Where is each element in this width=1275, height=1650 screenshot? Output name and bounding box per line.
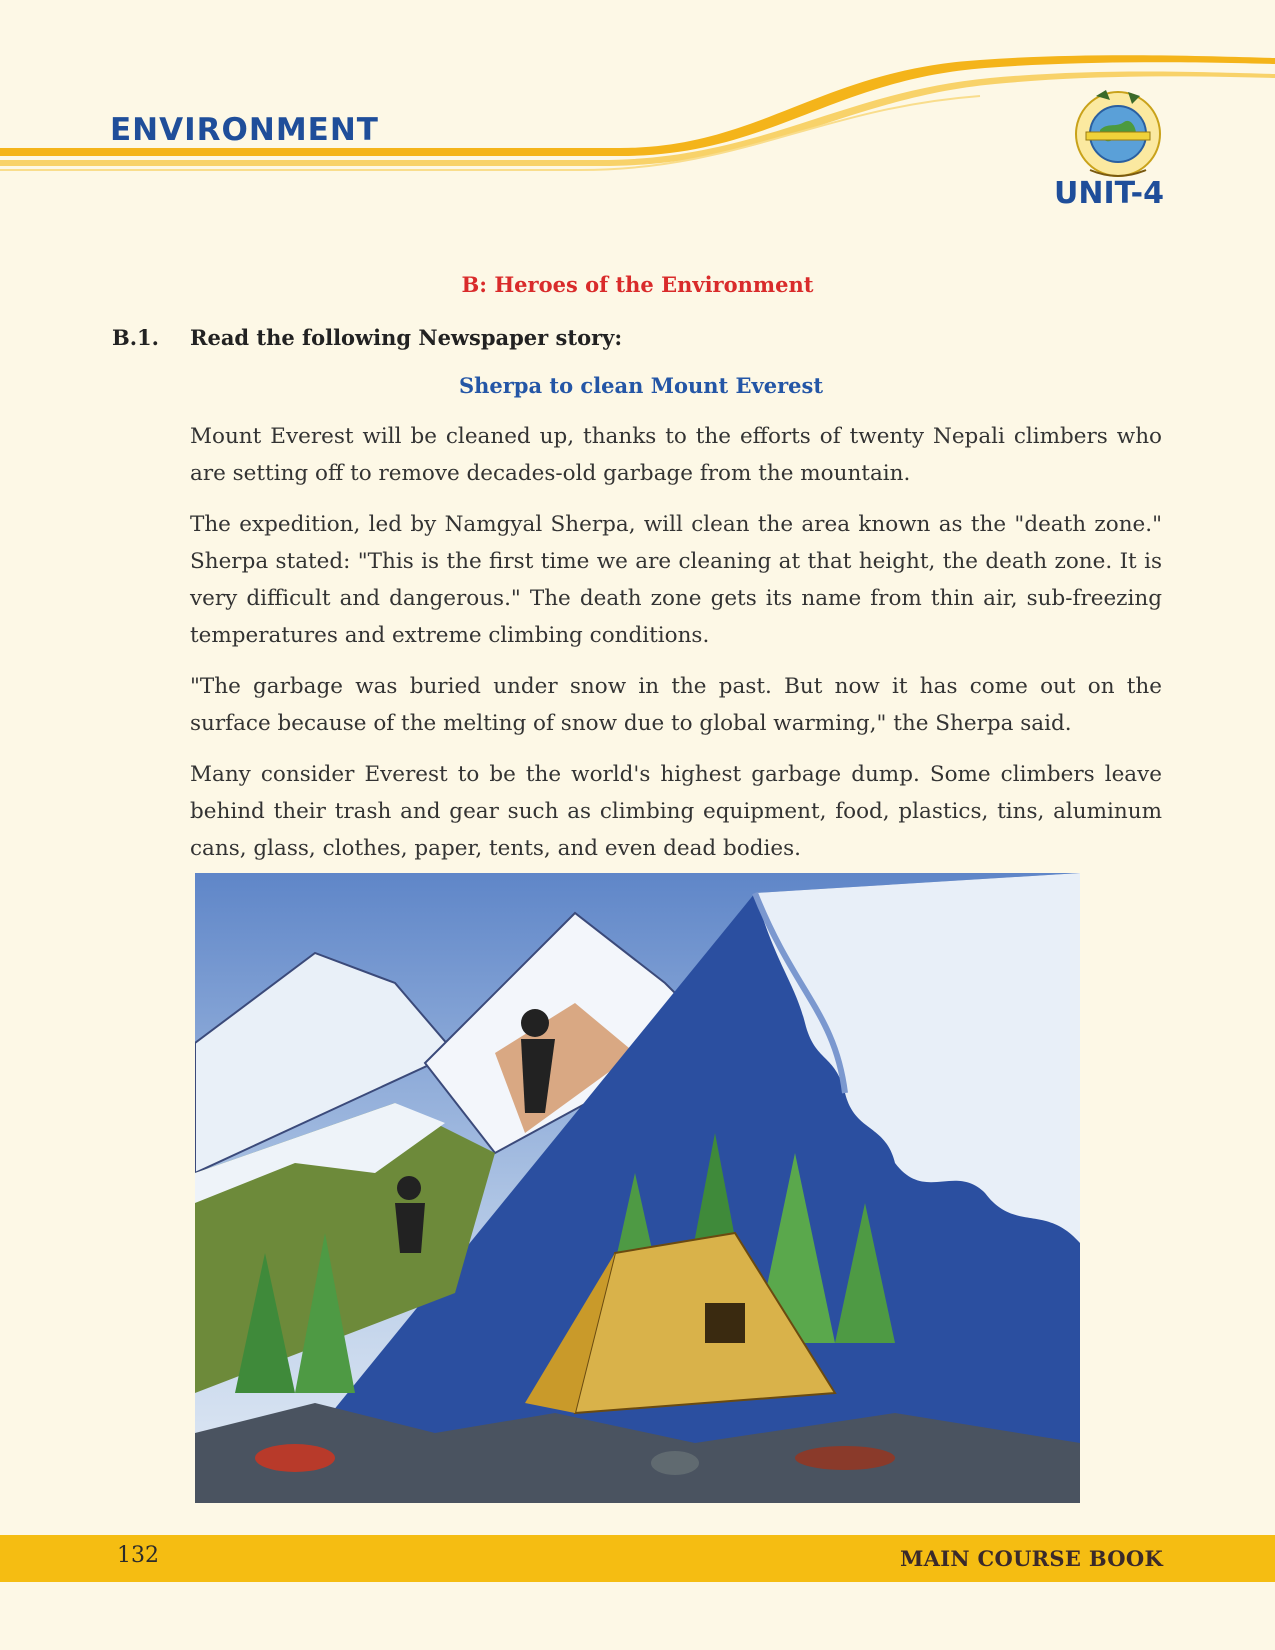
everest-illustration: [195, 873, 1080, 1503]
unit-emblem-logo: [1066, 82, 1170, 186]
story-paragraph: "The garbage was buried under snow in the past. But now it has come out on the surface because of the melting of snow due to global warming," the Sherpa said.: [190, 674, 1162, 736]
story-title: Sherpa to clean Mount Everest: [458, 373, 824, 398]
story-body: [190, 418, 1162, 881]
unit-label: UNIT-4: [1054, 176, 1165, 211]
page-number: 132: [117, 1543, 159, 1568]
story-paragraph: The expedition, led by Namgyal Sherpa, will clean the area known as the "death zone." Sherpa stated: "This is the first time we are cleaning at that height, the death zone. It is very difficult and dangerous." The death zone gets its name from thin air, sub-freezing temperatures and extreme climbing conditions.: [190, 512, 1162, 648]
sub-heading: B: Heroes of the Environment: [461, 272, 814, 297]
story-paragraph: Many consider Everest to be the world's highest garbage dump. Some climbers leave behind their trash and gear such as climbing equipment, food, plastics, tins, aluminum cans, glass, clothes, paper, tents, and even dead bodies.: [190, 762, 1162, 861]
story-paragraph: Mount Everest will be cleaned up, thanks to the efforts of twenty Nepali climbers who are setting off to remove decades-old garbage from the mountain.: [190, 424, 1162, 486]
book-title: MAIN COURSE BOOK: [900, 1546, 1163, 1571]
section-title: ENVIRONMENT: [110, 112, 379, 148]
task-number: B.1.: [112, 325, 159, 350]
task-instruction: Read the following Newspaper story:: [190, 325, 623, 350]
